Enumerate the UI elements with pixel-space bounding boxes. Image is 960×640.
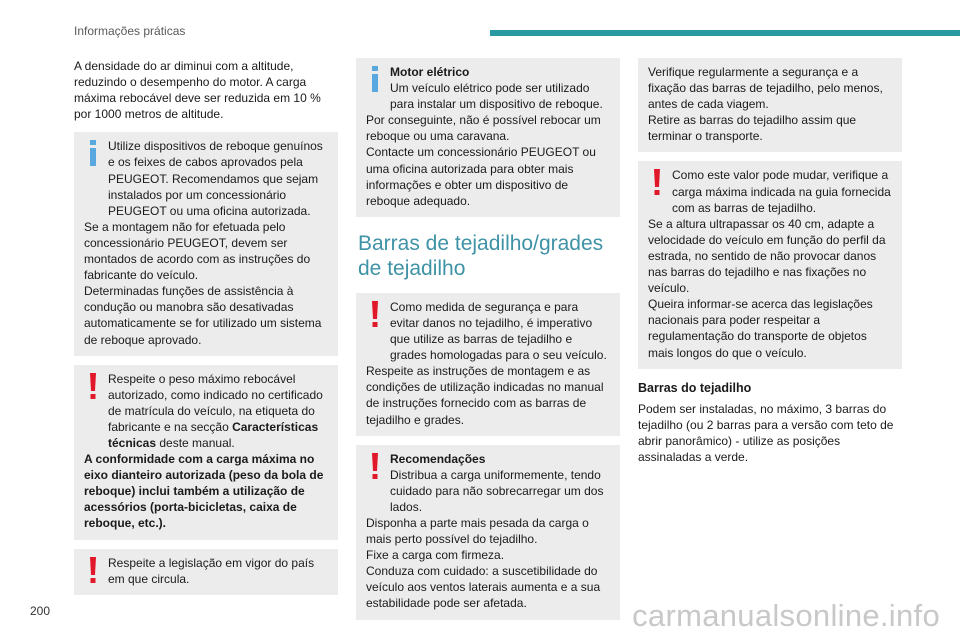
subheading-roof-bars: Barras do tejadilho [638, 380, 752, 395]
column-3 [638, 58, 902, 465]
warning-icon [368, 301, 382, 327]
recommendation-line-1: Distribua a carga uniformemente, tendo cuidado para não sobrecarregar um dos lados. [390, 467, 604, 514]
warning-icon [368, 453, 382, 479]
header-accent-bar [490, 30, 960, 36]
recommendation-line-3: Fixe a carga com firmeza. [366, 548, 505, 563]
info-box-towing-devices [74, 132, 338, 355]
info-icon [86, 140, 100, 166]
roof-bars-paragraph: Podem ser instaladas, no máximo, 3 barras do tejadilho (ou 2 barras para a versão com teto de abrir panorâmico) - utilize as posições assinaladas a verde. [638, 401, 894, 464]
warning-bold-paragraph: A conformidade com a carga máxima no eixo dianteiro autorizada (peso da bola de reboque) inclui também a utilização de acessórios (porta-bicicletas, caixa de reboque, etc.). [84, 452, 324, 531]
warning-line-1: Como medida de segurança e para evitar danos no tejadilho, é imperativo que utilize as barras de tejadilho e grades homologadas para o seu veículo. [390, 299, 607, 363]
info-box-title: Motor elétrico [390, 65, 470, 79]
info-line-2: Se a montagem não for efetuada pelo concessionário PEUGEOT, devem ser montados de acordo com as instruções do fabricante do veículo. [84, 219, 311, 283]
warning-line-1: Como este valor pode mudar, verifique a carga máxima indicada na guia fornecida com as barras de tejadilho. [672, 168, 891, 215]
info-line-1: Utilize dispositivos de reboque genuínos e os feixes de cabos aprovados pela PEUGEOT. Recomendamos que sejam instalados por um concessionário PEUGEOT ou uma oficina autorizada. [108, 139, 323, 218]
warning-text: Respeite o peso máximo rebocável autorizado, como indicado no certificado de matrícula do veículo, na etiqueta do fabricante e na secção Características técnicas deste manual. [108, 371, 323, 450]
header-title: Informações práticas [74, 24, 186, 38]
warning-box-roof-safety [356, 293, 620, 436]
info-icon [368, 66, 382, 92]
warning-box-recommendations [356, 445, 620, 620]
recommendations-title: Recomendações [390, 451, 486, 466]
bold-ref-technical: Características técnicas [108, 419, 319, 450]
warning-icon [650, 169, 664, 195]
info-line-2: Por conseguinte, não é possível rebocar um reboque ou uma caravana. [366, 113, 601, 144]
warning-line-2: Se a altura ultrapassar os 40 cm, adapte a velocidade do veículo em função do perfil da estrada, no sentido de não provocar danos nas barras do tejadilho e nas fixações no veículo. [648, 216, 886, 296]
warning-box-legislation [74, 549, 338, 595]
warning-icon [86, 557, 100, 583]
info-line-3: Determinadas funções de assistência à condução ou manobra são desativadas automaticamente se for utilizado um sistema de reboque aprovado. [84, 284, 322, 347]
plain-line-2: Retire as barras do tejadilho assim que terminar o transporte. [648, 113, 857, 144]
warning-line-3: Queira informar-se acerca das legislações nacionais para poder respeitar a regulamentação do transporte de objetos mais longos do que o veículo. [648, 297, 873, 360]
recommendation-line-2: Disponha a parte mais pesada da carga o mais perto possível do tejadilho. [366, 515, 589, 547]
warning-icon [86, 373, 100, 399]
warning-box-max-weight [74, 365, 338, 540]
column-1 [74, 58, 338, 604]
warning-line-2: Respeite as instruções de montagem e as condições de utilização indicadas no manual de instruções fornecido com as barras de tejadilho e grades. [366, 364, 604, 427]
recommendation-line-4: Conduza com cuidado: a suscetibilidade do veículo aos ventos laterais aumenta e a sua estabilidade pode ser afetada. [366, 564, 601, 611]
info-box-electric-motor [356, 58, 620, 217]
plain-line-1: Verifique regularmente a segurança e a fixação das barras de tejadilho, pelo menos, antes de cada viagem. [648, 65, 883, 112]
warning-legislation-text: Respeite a legislação em vigor do país em que circula. [108, 555, 315, 586]
warning-box-max-load [638, 161, 902, 368]
plain-box-check-bars [638, 58, 902, 152]
column-2 [356, 58, 620, 629]
page-number: 200 [30, 604, 51, 618]
watermark: carmanualsonline.info [632, 598, 940, 633]
info-line-1: Um veículo elétrico pode ser utilizado para instalar um dispositivo de reboque. [390, 81, 603, 112]
info-line-3: Contacte um concessionário PEUGEOT ou uma oficina autorizada para obter mais informações e obter um dispositivo de reboque adequado. [366, 145, 596, 208]
intro-paragraph: A densidade do ar diminui com a altitude, reduzindo o desempenho do motor. A carga máxima rebocável deve ser reduzida em 10 % por 1000 metros de altitude. [74, 59, 321, 122]
section-title-roof-bars: Barras de tejadilho/grades de tejadilho [358, 231, 604, 280]
